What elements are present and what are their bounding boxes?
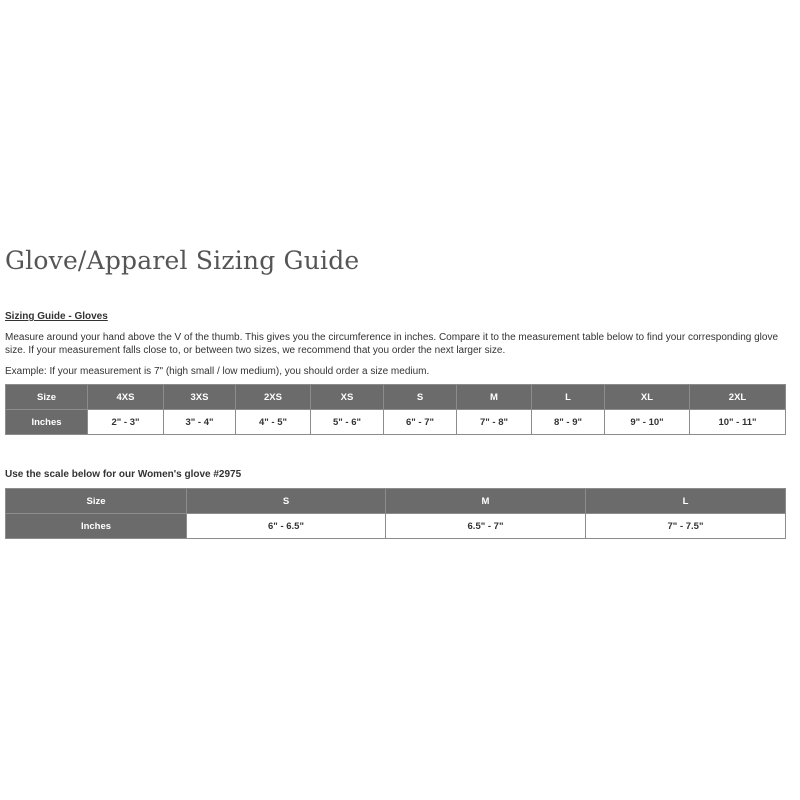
inches-cell: 10" - 11" xyxy=(690,410,786,435)
size-cell: 2XL xyxy=(690,385,786,410)
size-row-header: Size xyxy=(6,385,88,410)
size-row-header: Size xyxy=(6,489,187,514)
womens-inches-row xyxy=(6,514,786,539)
inches-cell: 6" - 7" xyxy=(384,410,457,435)
size-cell: 3XS xyxy=(164,385,236,410)
size-cell: S xyxy=(187,489,386,514)
measurement-instructions: Measure around your hand above the V of the thumb. This gives you the circumference in inches. Compare it to the measurement table below to find your corresponding glove size. If your measurement falls close to, or between two sizes, we recommend that you order the next larger size. xyxy=(5,332,779,356)
measurement-example: Example: If your measurement is 7" (high small / low medium), you should order a size medium. xyxy=(5,366,430,377)
inches-cell: 6" - 6.5" xyxy=(187,514,386,539)
size-cell: XS xyxy=(311,385,384,410)
inches-cell: 2" - 3" xyxy=(88,410,164,435)
womens-size-row xyxy=(6,489,786,514)
gloves-section-heading: Sizing Guide - Gloves xyxy=(5,311,108,322)
page-title: Glove/Apparel Sizing Guide xyxy=(5,246,360,275)
size-cell: XL xyxy=(605,385,690,410)
size-cell: L xyxy=(586,489,786,514)
size-cell: M xyxy=(386,489,586,514)
gloves-size-table xyxy=(5,384,786,435)
inches-cell: 4" - 5" xyxy=(236,410,311,435)
inches-row-header: Inches xyxy=(6,514,187,539)
gloves-inches-row xyxy=(6,410,786,435)
size-cell: 4XS xyxy=(88,385,164,410)
womens-size-table xyxy=(5,488,786,539)
inches-cell: 3" - 4" xyxy=(164,410,236,435)
womens-section-heading: Use the scale below for our Women's glove #2975 xyxy=(5,469,242,480)
inches-row-header: Inches xyxy=(6,410,88,435)
size-cell: M xyxy=(457,385,532,410)
size-cell: S xyxy=(384,385,457,410)
size-cell: 2XS xyxy=(236,385,311,410)
inches-cell: 7" - 8" xyxy=(457,410,532,435)
inches-cell: 7" - 7.5" xyxy=(586,514,786,539)
inches-cell: 6.5" - 7" xyxy=(386,514,586,539)
size-cell: L xyxy=(532,385,605,410)
inches-cell: 9" - 10" xyxy=(605,410,690,435)
inches-cell: 8" - 9" xyxy=(532,410,605,435)
inches-cell: 5" - 6" xyxy=(311,410,384,435)
gloves-size-row xyxy=(6,385,786,410)
